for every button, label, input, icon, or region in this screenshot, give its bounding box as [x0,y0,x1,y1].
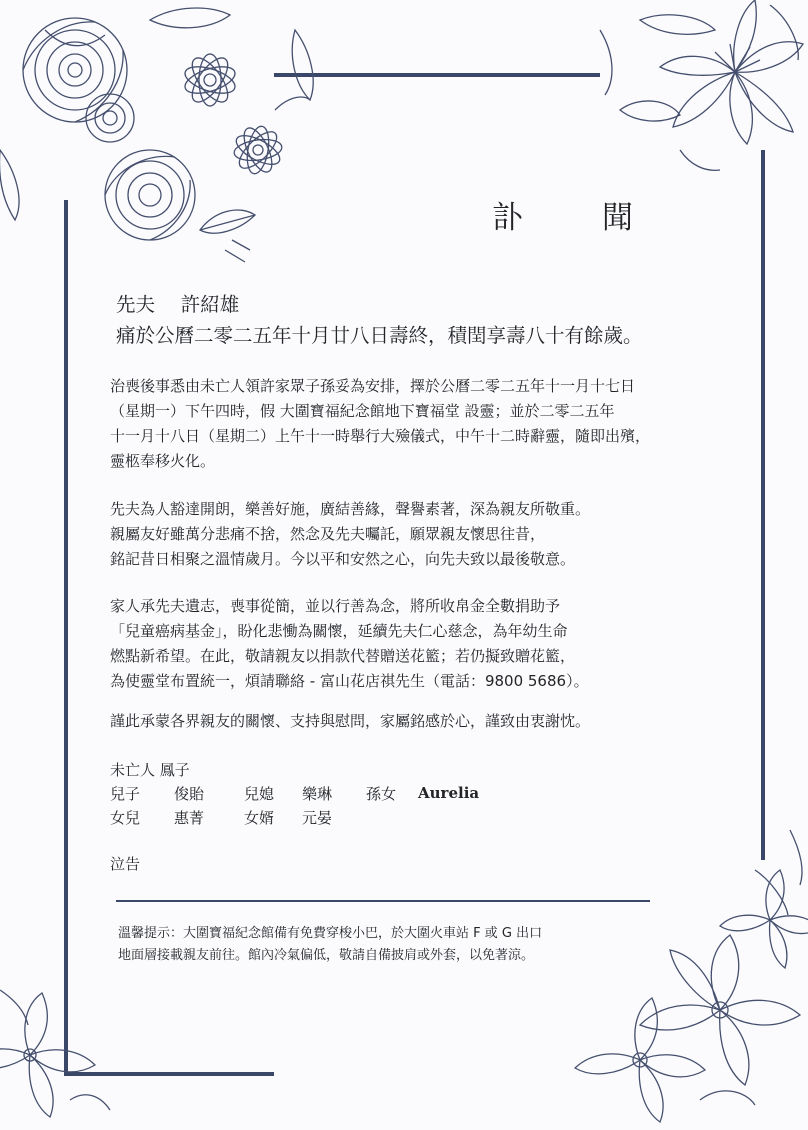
lily-top-right-icon [600,0,803,170]
paragraph-line: 家人承先夫遺志，喪事從簡，並以行善為念，將所收帛金全數捐助予 [110,597,561,615]
paragraph-line: 「兒童癌病基金」，盼化悲慟為關懷，延續先夫仁心慈念，為年幼生命 [110,622,568,640]
reminder-line: 地面層接載親友前往。館內冷氣偏低，敬請自備披肩或外套，以免著涼。 [118,948,535,963]
paragraph-line: 銘記昔日相聚之溫情歲月。今以平和安然之心，向先夫致以最後敬意。 [110,550,576,568]
floral-bottom-left-icon [0,990,110,1117]
son-in-law-label: 女婿 [244,809,275,827]
notice-title: 訃 聞 [492,200,657,236]
paragraph-line: 治喪後事悉由未亡人領許家眾子孫妥為安排，擇於公曆二零二五年十一月十七日 [110,377,636,395]
paragraph-thanks: 謹此承蒙各界親友的關懷、支持與慰問，家屬銘感於心，謹致由衷謝忱。 [110,712,591,730]
son-label: 兒子 [110,785,141,803]
granddaughter-label: 孫女 [366,785,397,803]
passing-announcement-line: 痛於公曆二零二五年十月廿八日壽終，積閏享壽八十有餘歲。 [116,324,643,347]
son-in-law-name: 元晏 [302,809,333,827]
deceased-name-line: 先夫 許紹雄 [116,293,240,316]
reminder-line: 溫馨提示：大圍寶福紀念館備有免費穿梭小巴，於大圍火車站 F 或 G 出口 [118,926,543,941]
floral-bottom-right-icon [575,830,808,1122]
paragraph-line: 十一月十八日（星期二）上午十一時舉行大殮儀式，中午十二時辭靈，隨即出殯， [110,427,651,445]
daughter-in-law-label: 兒媳 [244,785,275,803]
paragraph-line: 親屬友好雖萬分悲痛不捨，然念及先夫囑託，願眾親友懷思往昔， [110,525,546,543]
closing-text: 泣告 [110,855,141,873]
daughter-label: 女兒 [110,809,141,827]
floral-corner-top-left-icon [0,8,313,262]
paragraph-line: 先夫為人豁達開朗，樂善好施，廣結善緣，聲譽素著，深為親友所敬重。 [110,500,591,518]
paragraph-line: 燃點新希望。在此，敬請親友以捐款代替贈送花籃；若仍擬致贈花籃， [110,647,576,665]
widow-name: 未亡人 鳳子 [110,761,190,779]
daughter-name: 惠菁 [174,809,205,827]
son-name: 俊貽 [174,785,205,803]
granddaughter-name: Aurelia [418,784,480,802]
paragraph-line: 為使靈堂布置統一，煩請聯絡 - 富山花店祺先生（電話：9800 5686）。 [110,672,589,690]
daughter-in-law-name: 樂琳 [302,785,333,803]
paragraph-line: （星期一）下午四時，假 大圍寶福紀念館地下寶福堂 設靈；並於二零二五年 [110,402,615,420]
paragraph-line: 靈柩奉移火化。 [110,452,216,470]
